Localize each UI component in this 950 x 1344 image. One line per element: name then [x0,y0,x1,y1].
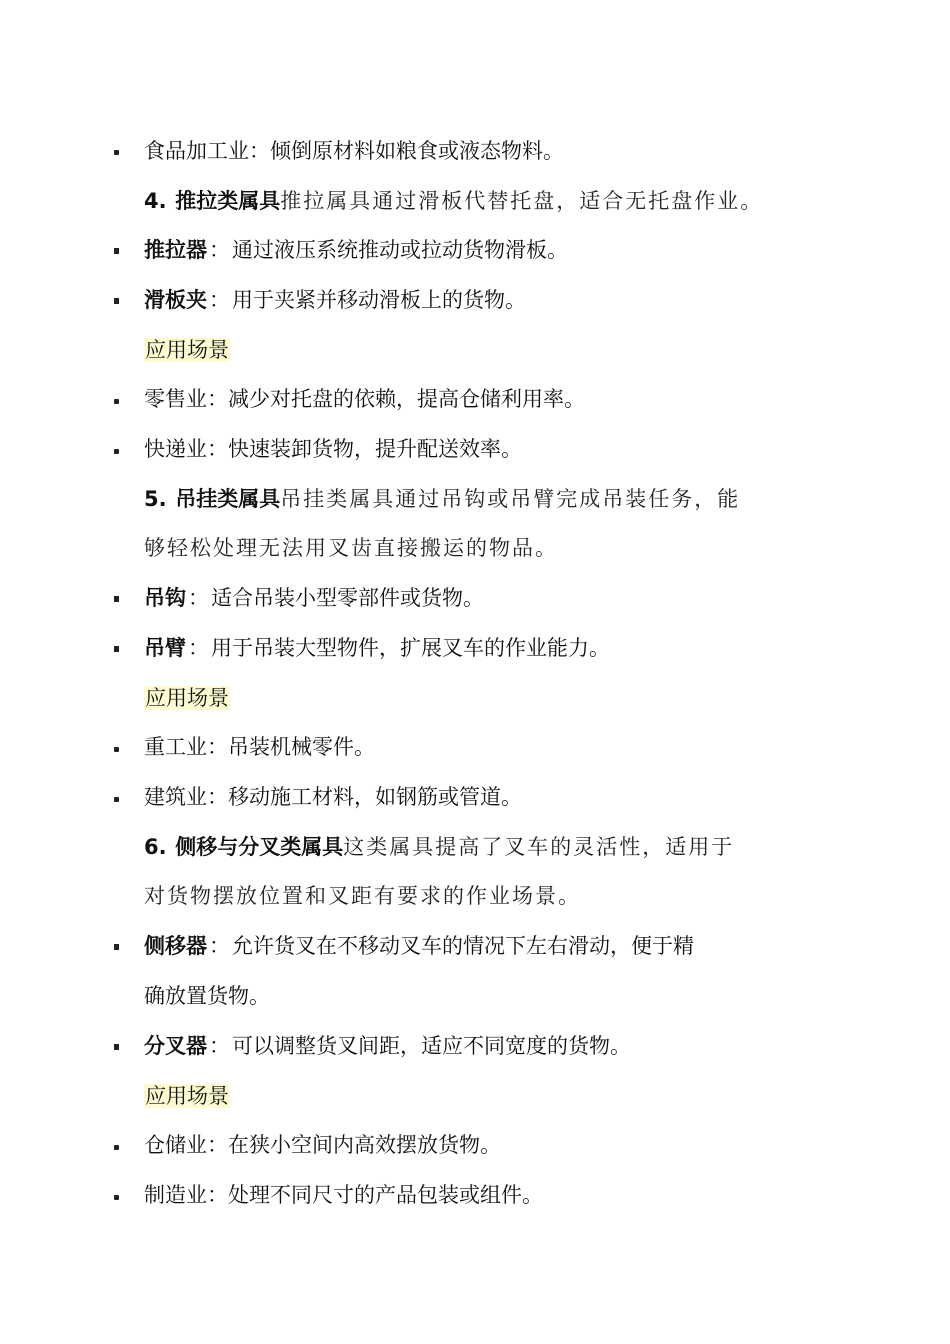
term-description: 可以调整货叉间距，适应不同宽度的货物。 [232,1034,631,1058]
section-heading [144,482,740,516]
section-heading [144,184,763,218]
highlighted-subheading: 应用场景 [145,686,229,710]
square-bullet-icon [114,596,119,602]
term: 吊钩 [144,586,186,610]
list-item [144,929,694,963]
section-description-continued: 够轻松处理无法用叉齿直接搬运的物品。 [144,536,558,560]
section-description: 吊挂类属具通过吊钩或吊臂完成吊装任务，能 [280,487,741,511]
list-item [144,283,526,317]
term-description: 允许货叉在不移动叉车的情况下左右滑动，便于精 [232,934,694,958]
section-title: 侧移与分叉类属具 [175,835,344,859]
square-bullet-icon [114,248,119,254]
list-item: 快递业：快速装卸货物，提升配送效率。 [144,437,522,461]
list-item [144,1029,631,1063]
highlighted-subheading: 应用场景 [145,338,229,362]
bullet-icon [114,449,119,454]
square-bullet-icon [114,944,119,950]
colon: ： [209,288,230,312]
colon: ： [188,586,209,610]
term: 侧移器 [144,934,207,958]
list-item: 仓储业：在狭小空间内高效摆放货物。 [144,1133,501,1157]
list-item [144,233,568,267]
section-number: 4. [144,189,167,213]
list-item: 重工业：吊装机械零件。 [144,735,375,759]
list-item [144,581,484,615]
bullet-icon [114,399,119,404]
section-title: 吊挂类属具 [175,487,281,511]
highlighted-subheading: 应用场景 [145,1084,229,1108]
list-item-continued: 确放置货物。 [144,984,270,1008]
list-item: 制造业：处理不同尺寸的产品包装或组件。 [144,1183,543,1207]
term-description: 用于吊装大型物件，扩展叉车的作业能力。 [211,636,610,660]
colon: ： [209,238,230,262]
section-number: 5. [144,487,167,511]
term: 吊臂 [144,636,186,660]
section-description: 这类属具提高了叉车的灵活性，适用于 [343,835,735,859]
section-title: 推拉类属具 [175,189,281,213]
bullet-icon [114,150,119,155]
subheading [144,333,230,367]
term-description: 通过液压系统推动或拉动货物滑板。 [232,238,568,262]
term-description: 适合吊装小型零部件或货物。 [211,586,484,610]
section-heading [144,830,734,864]
bullet-icon [114,747,119,752]
list-item: 建筑业：移动施工材料，如钢筋或管道。 [144,785,522,809]
subheading [144,1079,230,1113]
colon: ： [209,934,230,958]
colon: ： [209,1034,230,1058]
square-bullet-icon [114,298,119,304]
term: 推拉器 [144,238,207,262]
square-bullet-icon [114,646,119,652]
subheading [144,681,230,715]
bullet-icon [114,1145,119,1150]
section-description-continued: 对货物摆放位置和叉距有要求的作业场景。 [144,884,581,908]
list-item: 零售业：减少对托盘的依赖，提高仓储利用率。 [144,387,585,411]
colon: ： [188,636,209,660]
section-description: 推拉属具通过滑板代替托盘，适合无托盘作业。 [280,189,764,213]
square-bullet-icon [114,1044,119,1050]
term-description: 用于夹紧并移动滑板上的货物。 [232,288,526,312]
term: 分叉器 [144,1034,207,1058]
bullet-icon [114,797,119,802]
term: 滑板夹 [144,288,207,312]
section-number: 6. [144,835,167,859]
list-item [144,631,610,665]
list-item: 食品加工业：倾倒原材料如粮食或液态物料。 [144,139,564,163]
bullet-icon [114,1195,119,1200]
